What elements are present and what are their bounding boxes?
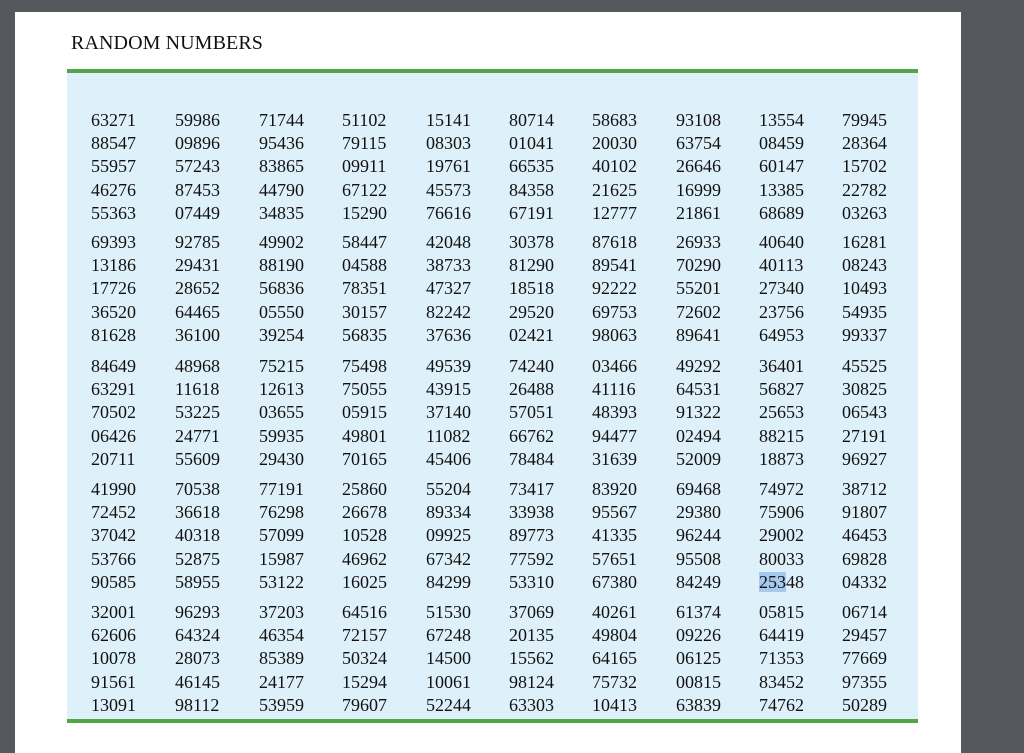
random-number-cell: 54935 [842,301,887,322]
random-number-cell: 19761 [426,156,471,177]
random-number-cell: 00815 [676,671,721,692]
random-number-cell: 79115 [342,133,387,154]
random-number-cell: 13091 [91,694,136,715]
table-row [67,571,918,594]
random-number-cell: 57051 [509,402,554,423]
random-number-cell: 08459 [759,133,804,154]
random-number-cell: 15987 [259,548,304,569]
random-number-cell: 10061 [426,671,471,692]
random-number-cell: 56835 [342,324,387,345]
random-number-cell: 71353 [759,648,804,669]
random-number-cell: 69393 [91,232,136,252]
random-number-cell: 10493 [842,278,887,299]
random-number-cell: 55363 [91,202,136,223]
table-row [67,277,918,300]
random-number-cell: 26646 [676,156,721,177]
table-row [67,324,918,347]
random-number-cell: 41116 [592,379,636,400]
random-number-cell: 21861 [676,202,721,223]
random-number-cell: 08243 [842,255,887,276]
random-number-cell: 64516 [342,602,387,622]
random-number-cell: 08303 [426,133,471,154]
random-number-cell: 21625 [592,179,637,200]
random-number-cell: 53122 [259,571,304,592]
table-row [67,301,918,324]
random-number-cell: 49902 [259,232,304,252]
random-number-cell: 16281 [842,232,887,252]
random-number-cell: 29457 [842,625,887,646]
random-number-cell: 22782 [842,179,887,200]
random-number-cell: 40261 [592,602,637,622]
random-number-cell: 05550 [259,301,304,322]
random-number-cell: 69753 [592,301,637,322]
random-number-cell: 57243 [175,156,220,177]
random-number-cell: 96927 [842,448,887,469]
table-row [67,647,918,670]
random-number-cell: 71744 [259,110,304,130]
random-number-cell: 95508 [676,548,721,569]
random-number-cell: 02494 [676,425,721,446]
random-number-cell: 79945 [842,110,887,130]
random-numbers-table [67,73,918,719]
random-number-cell: 04332 [842,571,887,592]
random-number-cell: 17726 [91,278,136,299]
number-block [67,478,918,594]
random-number-cell: 06543 [842,402,887,423]
random-number-cell: 52875 [175,548,220,569]
random-number-cell: 10528 [342,525,387,546]
table-row [67,155,918,178]
random-number-cell: 20030 [592,133,637,154]
random-number-cell: 32001 [91,602,136,622]
random-number-cell: 83452 [759,671,804,692]
random-number-cell: 70538 [175,479,220,499]
random-number-cell: 09911 [342,156,387,177]
random-number-cell: 40318 [175,525,220,546]
random-number-cell: 92785 [175,232,220,252]
random-number-cell: 29380 [676,502,721,523]
random-number-cell: 45525 [842,356,887,376]
number-block [67,601,918,717]
random-number-cell: 20135 [509,625,554,646]
random-number-cell: 93108 [676,110,721,130]
random-number-cell: 89641 [676,324,721,345]
random-number-cell: 14500 [426,648,471,669]
random-number-cell: 11082 [426,425,471,446]
table-row [67,694,918,717]
random-number-cell: 53225 [175,402,220,423]
random-number-cell: 80714 [509,110,554,130]
number-block [67,109,918,225]
random-number-cell: 05815 [759,602,804,622]
random-number-cell: 41335 [592,525,637,546]
random-number-cell: 49539 [426,356,471,376]
random-number-cell: 74240 [509,356,554,376]
random-number-cell: 23756 [759,301,804,322]
random-number-cell: 63303 [509,694,554,715]
random-number-cell: 95567 [592,502,637,523]
random-number-cell: 77592 [509,548,554,569]
random-number-cell: 40102 [592,156,637,177]
random-number-cell: 72602 [676,301,721,322]
random-number-cell: 83920 [592,479,637,499]
random-number-cell: 75732 [592,671,637,692]
random-number-cell: 26933 [676,232,721,252]
random-number-cell: 75055 [342,379,387,400]
random-number-cell: 90585 [91,571,136,592]
random-number-cell: 57651 [592,548,637,569]
random-number-cell: 61374 [676,602,721,622]
random-number-cell: 67342 [426,548,471,569]
random-number-cell: 07449 [175,202,220,223]
random-number-cell: 30378 [509,232,554,252]
random-number-cell: 56827 [759,379,804,400]
random-number-cell: 29002 [759,525,804,546]
random-number-cell: 37636 [426,324,471,345]
random-number-cell: 05915 [342,402,387,423]
random-number-cell: 46453 [842,525,887,546]
random-number-cell: 98063 [592,324,637,345]
random-number-cell: 52244 [426,694,471,715]
random-number-cell: 76616 [426,202,471,223]
random-number-cell: 66762 [509,425,554,446]
document-page [15,12,961,753]
random-number-cell: 75906 [759,502,804,523]
random-number-cell: 15294 [342,671,387,692]
table-row [67,624,918,647]
random-number-cell: 15290 [342,202,387,223]
random-number-cell: 03263 [842,202,887,223]
random-number-cell: 18518 [509,278,554,299]
random-number-cell: 36520 [91,301,136,322]
random-number-cell: 84649 [91,356,136,376]
random-number-cell: 96293 [175,602,220,622]
page-title: RANDOM NUMBERS [71,32,263,54]
random-number-cell: 30157 [342,301,387,322]
table-row [67,448,918,471]
random-number-cell: 63291 [91,379,136,400]
table-row [67,401,918,424]
random-number-cell: 83865 [259,156,304,177]
random-number-cell: 40640 [759,232,804,252]
random-number-cell: 15562 [509,648,554,669]
random-number-cell: 89541 [592,255,637,276]
random-number-cell: 25860 [342,479,387,499]
random-number-cell: 70290 [676,255,721,276]
random-number-cell: 41990 [91,479,136,499]
number-block [67,231,918,347]
random-number-cell: 89334 [426,502,471,523]
random-number-cell: 52009 [676,448,721,469]
random-number-cell: 98124 [509,671,554,692]
random-number-cell: 75215 [259,356,304,376]
random-number-cell: 49292 [676,356,721,376]
random-number-cell: 28364 [842,133,887,154]
random-number-cell: 46276 [91,179,136,200]
random-number-cell: 78484 [509,448,554,469]
random-number-cell: 39254 [259,324,304,345]
random-number-cell: 38712 [842,479,887,499]
random-number-cell: 84249 [676,571,721,592]
random-number-cell: 13385 [759,179,804,200]
random-number-cell: 13554 [759,110,804,130]
random-number-cell: 64324 [175,625,220,646]
random-number-cell: 70165 [342,448,387,469]
table-row [67,601,918,624]
random-number-cell: 88190 [259,255,304,276]
random-number-cell: 66535 [509,156,554,177]
random-number-cell: 48393 [592,402,637,423]
random-number-cell: 67380 [592,571,637,592]
random-number-cell: 89773 [509,525,554,546]
table-row [67,132,918,155]
random-number-cell: 09896 [175,133,220,154]
random-number-cell: 72157 [342,625,387,646]
random-number-cell: 78351 [342,278,387,299]
random-number-cell: 12777 [592,202,637,223]
random-number-cell: 91807 [842,502,887,523]
random-number-cell: 69828 [842,548,887,569]
random-number-cell: 50324 [342,648,387,669]
random-number-cell: 82242 [426,301,471,322]
random-number-cell: 53310 [509,571,554,592]
random-number-cell: 59986 [175,110,220,130]
random-number-cell: 68689 [759,202,804,223]
random-number-cell: 16999 [676,179,721,200]
table-row [67,355,918,378]
random-number-cell: 58683 [592,110,637,130]
random-number-cell: 91561 [91,671,136,692]
table-row [67,109,918,132]
random-number-cell: 45573 [426,179,471,200]
random-number-cell: 87453 [175,179,220,200]
random-number-cell: 74762 [759,694,804,715]
random-number-cell: 45406 [426,448,471,469]
random-number-cell: 27340 [759,278,804,299]
random-number-cell: 77191 [259,479,304,499]
random-number-cell: 26678 [342,502,387,523]
random-number-cell: 85389 [259,648,304,669]
random-number-cell: 44790 [259,179,304,200]
random-number-cell: 64165 [592,648,637,669]
random-number-cell: 48968 [175,356,220,376]
random-number-cell: 64419 [759,625,804,646]
random-number-cell: 59935 [259,425,304,446]
random-number-cell: 18873 [759,448,804,469]
random-number-cell: 98112 [175,694,220,715]
random-number-cell: 74972 [759,479,804,499]
random-number-cell: 09925 [426,525,471,546]
random-number-cell: 25653 [759,402,804,423]
random-number-cell: 56836 [259,278,304,299]
table-row [67,548,918,571]
random-number-cell: 58955 [175,571,220,592]
random-number-cell: 88215 [759,425,804,446]
random-number-cell: 38733 [426,255,471,276]
random-number-cell: 36100 [175,324,220,345]
random-number-cell: 20711 [91,448,136,469]
random-number-cell: 09226 [676,625,721,646]
random-number-cell: 30825 [842,379,887,400]
table-row [67,478,918,501]
random-number-cell: 77669 [842,648,887,669]
table-row [67,179,918,202]
random-number-cell: 60147 [759,156,804,177]
random-number-cell: 53959 [259,694,304,715]
random-number-cell: 03466 [592,356,637,376]
random-number-cell: 15702 [842,156,887,177]
random-number-cell: 58447 [342,232,387,252]
random-number-cell: 28652 [175,278,220,299]
random-number-cell: 46354 [259,625,304,646]
random-number-cell: 81290 [509,255,554,276]
random-number-cell: 70502 [91,402,136,423]
table-row [67,231,918,254]
random-number-cell: 63839 [676,694,721,715]
random-number-cell: 46145 [175,671,220,692]
random-number-cell: 29520 [509,301,554,322]
random-number-cell: 40113 [759,255,804,276]
table-row [67,425,918,448]
random-number-cell: 37069 [509,602,554,622]
random-number-cell: 42048 [426,232,471,252]
table-row [67,254,918,277]
random-number-cell: 36401 [759,356,804,376]
random-number-cell: 15141 [426,110,471,130]
table-row [67,202,918,225]
random-number-cell: 24771 [175,425,220,446]
random-number-cell: 29430 [259,448,304,469]
random-number-cell: 88547 [91,133,136,154]
random-number-cell: 55609 [175,448,220,469]
random-number-cell: 10078 [91,648,136,669]
table-row [67,524,918,547]
random-number-cell: 75498 [342,356,387,376]
random-number-cell: 47327 [426,278,471,299]
table-row [67,501,918,524]
random-number-cell: 67122 [342,179,387,200]
random-number-cell: 51530 [426,602,471,622]
random-number-cell: 73417 [509,479,554,499]
random-number-cell: 55957 [91,156,136,177]
random-number-cell: 84358 [509,179,554,200]
random-number-cell: 06714 [842,602,887,622]
number-block [67,355,918,471]
random-number-cell: 10413 [592,694,637,715]
random-number-cell: 33938 [509,502,554,523]
random-number-cell: 64531 [676,379,721,400]
random-number-cell: 94477 [592,425,637,446]
random-number-cell: 72452 [91,502,136,523]
random-number-cell: 97355 [842,671,887,692]
random-number-cell: 63271 [91,110,136,130]
random-number-cell: 67248 [426,625,471,646]
random-number-cell: 96244 [676,525,721,546]
random-number-cell: 28073 [175,648,220,669]
random-number-cell: 26488 [509,379,554,400]
random-number-cell: 55204 [426,479,471,499]
random-number-cell: 37140 [426,402,471,423]
random-number-cell: 02421 [509,324,554,345]
random-number-cell: 37203 [259,602,304,622]
random-number-cell: 67191 [509,202,554,223]
random-number-cell: 62606 [91,625,136,646]
random-number-cell: 64465 [175,301,220,322]
random-number-cell: 55201 [676,278,721,299]
random-number-cell: 03655 [259,402,304,423]
random-number-cell: 04588 [342,255,387,276]
random-number-cell: 49801 [342,425,387,446]
random-number-cell: 27191 [842,425,887,446]
random-number-cell: 24177 [259,671,304,692]
bottom-rule [67,719,918,723]
random-number-cell: 12613 [259,379,304,400]
random-number-cell: 34835 [259,202,304,223]
random-number-cell: 50289 [842,694,887,715]
random-number-cell: 84299 [426,571,471,592]
random-number-cell: 13186 [91,255,136,276]
random-number-cell: 53766 [91,548,136,569]
random-number-cell: 99337 [842,324,887,345]
random-number-cell: 49804 [592,625,637,646]
text-selection-highlight[interactable]: 253 [759,571,786,592]
random-number-cell: 31639 [592,448,637,469]
random-number-cell: 37042 [91,525,136,546]
random-number-cell: 16025 [342,571,387,592]
random-number-cell: 79607 [342,694,387,715]
table-row [67,378,918,401]
random-number-cell: 51102 [342,110,387,130]
random-number-cell: 43915 [426,379,471,400]
random-number-cell: 95436 [259,133,304,154]
random-number-cell: 87618 [592,232,637,252]
random-number-cell: 06426 [91,425,136,446]
random-number-cell: 36618 [175,502,220,523]
random-number-cell[interactable]: 25348 [759,571,804,592]
random-number-cell: 01041 [509,133,554,154]
random-number-cell: 91322 [676,402,721,423]
random-number-cell: 63754 [676,133,721,154]
random-number-cell: 46962 [342,548,387,569]
random-number-cell: 69468 [676,479,721,499]
random-number-cell: 92222 [592,278,637,299]
random-number-cell: 81628 [91,324,136,345]
random-number-cell: 80033 [759,548,804,569]
random-number-cell: 64953 [759,324,804,345]
random-number-cell: 57099 [259,525,304,546]
random-number-cell: 06125 [676,648,721,669]
random-number-cell: 11618 [175,379,220,400]
random-number-cell: 76298 [259,502,304,523]
random-number-cell: 29431 [175,255,220,276]
table-row [67,671,918,694]
